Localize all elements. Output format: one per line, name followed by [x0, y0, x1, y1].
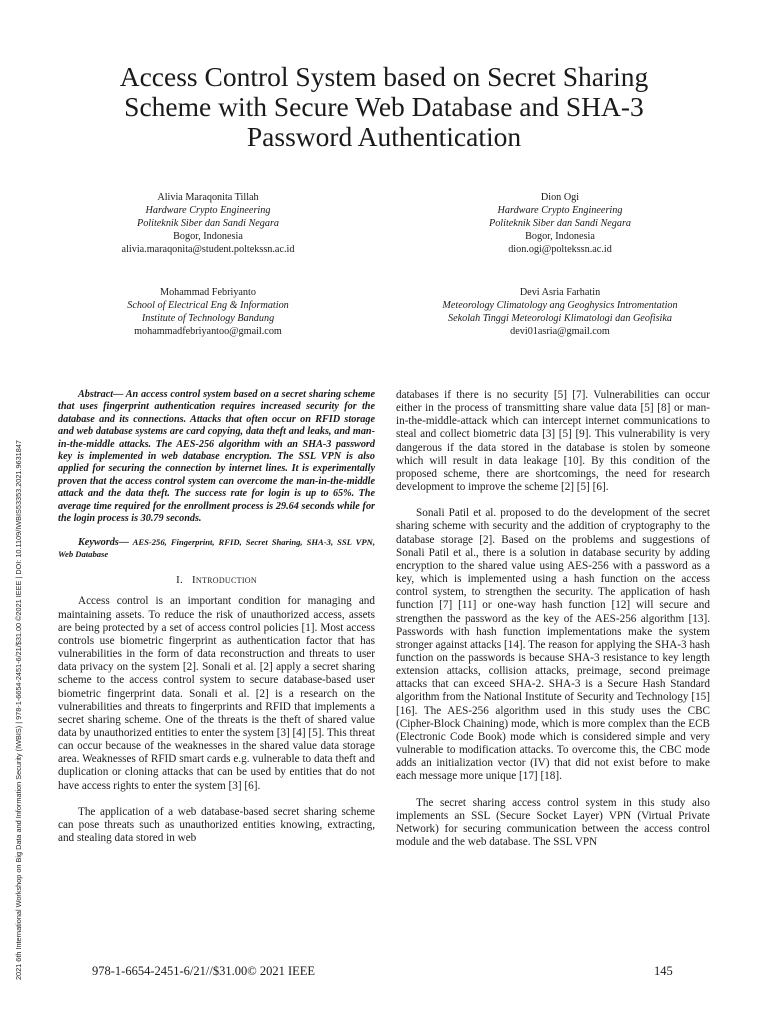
author-organization: Institute of Technology Bandung — [141, 313, 275, 324]
author-organization: Politeknik Siber dan Sandi Negara — [488, 218, 632, 229]
author-email: alivia.maraqonita@student.poltekssn.ac.id — [121, 244, 295, 255]
author-email: mohammadfebriyantoo@gmail.com — [134, 326, 282, 337]
keywords — [58, 537, 375, 560]
author-department: Meteorology Climatology ang Geoghysics Intromentation — [442, 300, 678, 311]
section-title: Introduction — [191, 574, 257, 587]
body-paragraph: Access control is an important condition for managing and maintaining assets. To reduce the risk of unauthorized access, assets are being protected by a set of access control policies [1]. Most access controls use biometric fingerprint as authentication factor that has vulnerabilities in the form of data reconstruction and threats to user data privacy on the system [2]. Sonali et al. [2] apply a secret sharing scheme to the access control system to secure database-based user biometric fingerprint data. Sonali et al. [2] is a research on the vulnerabilities and threats to fingerprints and RFID that implements a secret sharing scheme. One of the threats is the theft of shared value data by unauthorized entities to enter the system [3] [4] [5]. This threat can occur because of the weaknesses in the shared value data storage area. Weaknesses of RFID smart cards e.g. vulnerable to data theft and duplication or cloning attacks that can be used by entities that do not have access rights to enter the system [3] [6]. — [58, 595, 375, 792]
abstract — [58, 389, 375, 525]
author-block — [58, 286, 358, 338]
section-heading — [58, 574, 375, 587]
author-name: Mohammad Febriyanto — [160, 287, 256, 298]
right-column — [396, 389, 710, 849]
author-name: Dion Ogi — [540, 192, 580, 203]
footer-copyright: 978-1-6654-2451-6/21//$31.00© 2021 IEEE — [92, 964, 316, 978]
abstract-text: An access control system based on a secret sharing scheme that uses fingerprint authentication requires increased security for the database and its connections. Attacks that often occur on RFID storage and web database systems are card copying, data theft and leaks, and man-in-the-middle attacks. The AES-256 algorithm with an SHA-3 password key is implemented in web database encryption. The SSL VPN is also applied for securing the connection by internet lines. It is experimentally proven that the access control system can overcome the man-in-the-middle attack and the data theft. The success rate for login is up to 65%. The average time required for the enrollment process is 29.64 seconds while for the login process is 30.79 seconds. — [58, 389, 375, 525]
author-organization: Sekolah Tinggi Meteorologi Klimatologi dan Geofisika — [447, 313, 672, 324]
title-line: Password Authentication — [246, 121, 522, 152]
body-paragraph: databases if there is no security [5] [7]. Vulnerabilities can occur either in the process of transmitting share value data [5] [8] or man-in-the-middle-attack which can intercept internet communications to steal and collect biometric data [3] [5] [9]. This vulnerability is very dangerous if the data stored in the database is stolen by someone which will result in data leakage [10]. By this condition of the proposed scheme, there are shortcomings, the need for research development to improve the scheme [2] [5] [6]. — [396, 389, 710, 494]
paper-title — [60, 62, 708, 152]
author-department: School of Electrical Eng & Information — [127, 300, 289, 311]
author-email: dion.ogi@poltekssn.ac.id — [508, 244, 612, 255]
author-block — [410, 191, 710, 256]
keywords-label: Keywords— — [78, 537, 129, 549]
author-department: Hardware Crypto Engineering — [145, 205, 271, 216]
author-email: devi01asria@gmail.com — [510, 326, 610, 337]
body-paragraph: Sonali Patil et al. proposed to do the development of the secret sharing scheme with security and the addition of cryptography to the database storage [2]. Based on the problems and suggestions of Sonali Patil et al., there is a solution in database security by adding encryption to the shared value using AES-256 with a password as a key, which is implemented using a hash function on the access control system, to strengthen the security. The application of hash function [7] [11] or one-way hash function [12] will secure and strengthen the password as the key of the AES-256 algorithm [13]. Passwords with hash function implementations make the system stronger against attacks [14]. The reason for applying the SHA-3 hash function on the passwords is because SHA-3 resistance to key length extension attacks, collision attacks, preimage, second preimage attacks that can exceed SHA-2. SHA-3 is a Secure Hash Standard algorithm from the National Institute of Security and Technology [15] [16]. The AES-256 algorithm used in this study uses the CBC (Cipher-Block Chaining) mode, which is more complex than the ECB (Electronic Code Book) mode which is considered simple and very vulnerable to modification attacks. To overcome this, the CBC mode adds an initialization vector (IV) that did not exist before to make each message more unique [17] [18]. — [396, 507, 710, 783]
author-block — [410, 286, 710, 338]
section-number: I. — [176, 574, 183, 587]
keywords-text: AES-256, Fingerprint, RFID, Secret Sharing, SHA-3, SSL VPN, Web Database — [58, 537, 375, 559]
title-line: Access Control System based on Secret Sharing — [119, 61, 649, 92]
author-name: Devi Asria Farhatin — [519, 287, 601, 298]
left-column — [58, 389, 375, 845]
page-number: 145 — [654, 964, 673, 978]
doi-sidebar: 2021 6th International Workshop on Big Data and Information Security (IWBIS) | 978-1-6654-2451-6/21/$31.00 ©2021 IEEE | DOI: 10.1109/IWBIS53353.2021.9631847 — [14, 440, 23, 980]
author-city: Bogor, Indonesia — [173, 231, 243, 242]
author-organization: Politeknik Siber dan Sandi Negara — [136, 218, 280, 229]
author-name: Alivia Maraqonita Tillah — [157, 192, 259, 203]
author-city: Bogor, Indonesia — [525, 231, 595, 242]
author-block — [58, 191, 358, 256]
author-department: Hardware Crypto Engineering — [497, 205, 623, 216]
body-paragraph: The application of a web database-based secret sharing scheme can pose threats such as unauthorized entities knowing, extracting, and stealing data stored in web — [58, 805, 375, 845]
body-paragraph: The secret sharing access control system in this study also implements an SSL (Secure Socket Layer) VPN (Virtual Private Network) for securing communication between the access control module and the web database. The SSL VPN — [396, 796, 710, 848]
title-line: Scheme with Secure Web Database and SHA-3 — [124, 91, 644, 122]
abstract-label: Abstract— — [78, 389, 124, 400]
